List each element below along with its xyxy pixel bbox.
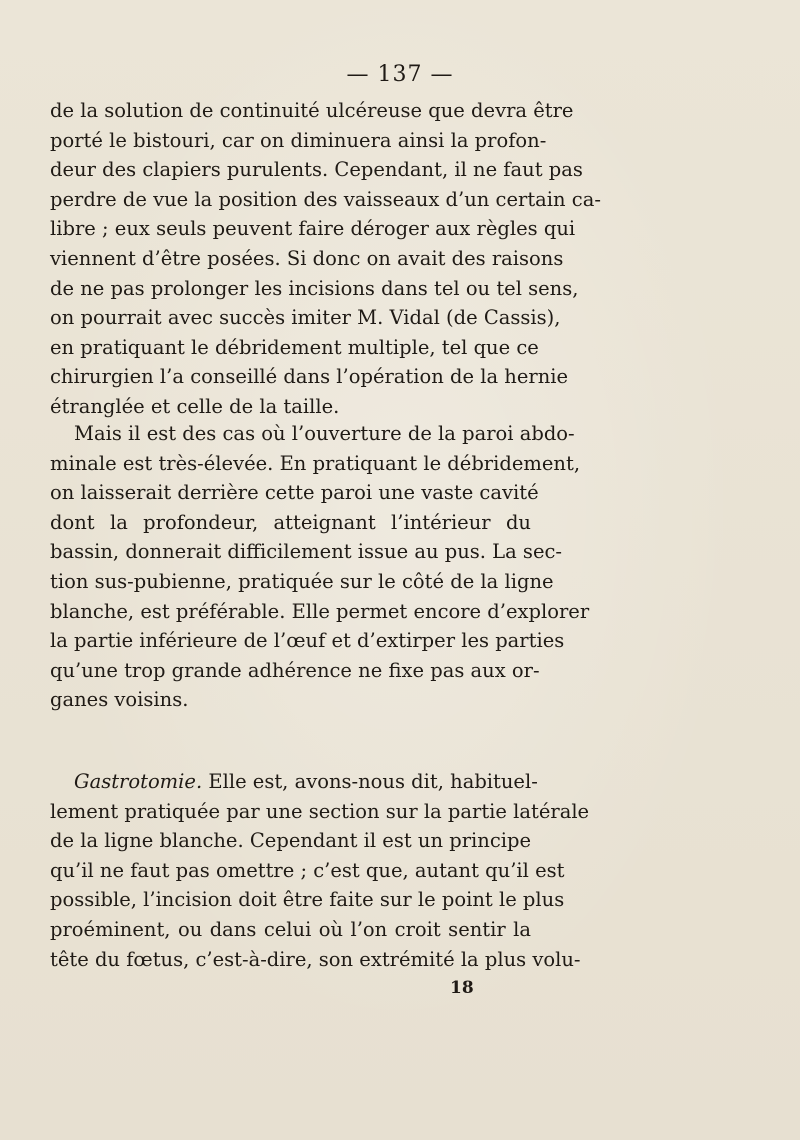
paragraph-1 xyxy=(50,96,601,422)
text-line: de ne pas prolonger les incisions dans tel ou tel sens, xyxy=(50,276,579,300)
text-line: viennent d’être posées. Si donc on avait des raisons xyxy=(50,246,564,270)
text-line: perdre de vue la position des vaisseaux d’un certain ca- xyxy=(50,187,601,211)
text-line: minale est très-élevée. En pratiquant le débridement, xyxy=(50,451,581,475)
text-line: tion sus-pubienne, pratiquée sur le côté de la ligne xyxy=(50,569,554,593)
text-line: tête du fœtus, c’est-à-dire, son extrémité la plus volu- xyxy=(50,947,581,971)
signature-mark: 18 xyxy=(450,978,474,998)
text-line: de la solution de continuité ulcéreuse que devra être xyxy=(50,99,574,122)
text-line: on laisserait derrière cette paroi une vaste cavité xyxy=(50,481,539,505)
page-number: — 137 — xyxy=(346,62,454,87)
text-line: proéminent, ou dans celui où l’on croit sentir la xyxy=(50,917,531,941)
text-line: lement pratiquée par une section sur la partie latérale xyxy=(50,799,590,823)
text-line: possible, l’incision doit être faite sur le point le plus xyxy=(50,888,565,912)
paragraph-2 xyxy=(50,419,590,715)
text-line: ganes voisins. xyxy=(50,688,189,712)
text-line: dont la profondeur, atteignant l’intérieur du xyxy=(50,510,531,534)
text-line: Mais il est des cas où l’ouverture de la paroi abdo- xyxy=(74,422,575,445)
text-line: blanche, est préférable. Elle permet encore d’explorer xyxy=(50,599,590,623)
text-line: bassin, donnerait difficilement issue au pus. La sec- xyxy=(50,540,562,564)
text-fragment: Elle est, avons-nous dit, habituel- xyxy=(202,770,538,793)
text-line: libre ; eux seuls peuvent faire déroger aux règles qui xyxy=(50,217,576,241)
text-line: qu’une trop grande adhérence ne fixe pas aux or- xyxy=(50,658,540,682)
text-line: on pourrait avec succès imiter M. Vidal (de Cassis), xyxy=(50,306,561,330)
text-line: chirurgien l’a conseillé dans l’opération de la hernie xyxy=(50,365,569,389)
text-line: deur des clapiers purulents. Cependant, il ne faut pas xyxy=(50,158,583,182)
text-line: étranglée et celle de la taille. xyxy=(50,394,340,418)
text-line: qu’il ne faut pas omettre ; c’est que, autant qu’il est xyxy=(50,858,565,882)
text-line: de la ligne blanche. Cependant il est un principe xyxy=(50,829,531,853)
paragraph-3 xyxy=(50,767,590,974)
section-heading: Gastrotomie. xyxy=(74,770,203,793)
text-line: en pratiquant le débridement multiple, tel que ce xyxy=(50,335,539,359)
text-line xyxy=(50,767,538,797)
text-line: la partie inférieure de l’œuf et d’extirper les parties xyxy=(50,629,565,653)
text-line: porté le bistouri, car on diminuera ainsi la profon- xyxy=(50,128,547,152)
